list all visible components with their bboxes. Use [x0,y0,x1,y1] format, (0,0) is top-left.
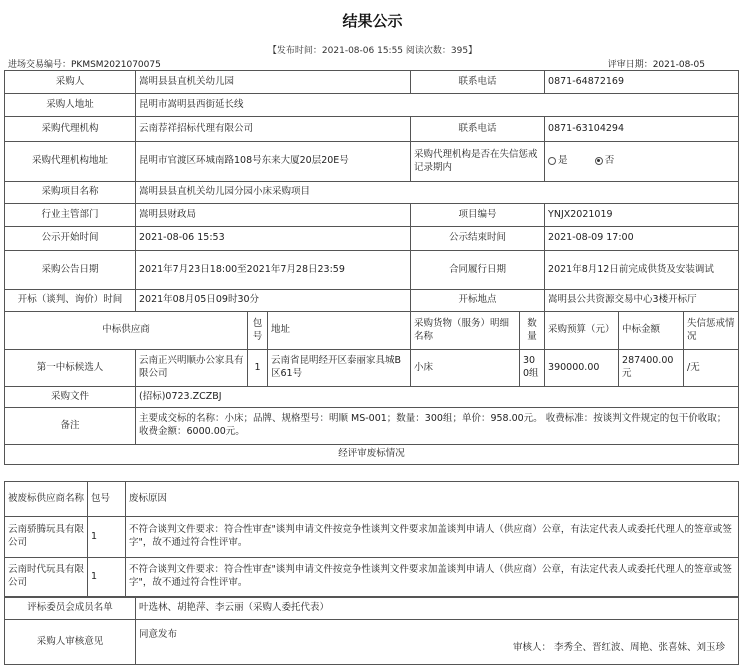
radio-no-label: 否 [604,155,615,167]
pub-end-value: 2021-08-09 17:00 [545,227,739,251]
committee-value: 叶选林、胡艳萍、李云丽（采购人委托代表） [136,598,739,620]
row-agency-address [5,142,739,182]
radio-no[interactable] [595,157,603,165]
dishonest-label: 采购代理机构是否在失信惩戒记录期内 [411,142,545,182]
rejected-name: 云南骄腾玩具有限公司 [5,517,88,558]
row-address [5,94,739,117]
phone-value: 0871-64872169 [545,71,739,94]
opinion-signers: 审核人： 李秀全、晋红波、周艳、张喜妹、刘玉珍 [512,642,725,653]
agency-phone-label: 联系电话 [411,117,545,142]
address-value: 昆明市嵩明县西街延长线 [136,94,739,117]
opinion-cell [136,620,739,665]
notice-date-label: 采购公告日期 [5,251,136,290]
review-title: 经评审废标情况 [5,445,739,465]
dishonest-options [545,142,739,182]
remarks-value: 主要成交标的名称：小床；品牌、规格型号：明顺 MS-001；数量：300组；单价：958.00元。 收费标准：按谈判文件规定的包干价收取；收费金额：6000.00元。 [136,408,739,445]
winner-amount-header: 中标金额 [619,312,684,350]
rejected-pkg: 1 [88,558,126,597]
winner-goods: 小床 [411,350,520,387]
review-date: 评审日期：2021-08-05 [607,60,705,70]
dept-label: 行业主管部门 [5,204,136,227]
winner-addr-header: 地址 [268,312,411,350]
rejected-reason: 不符合谈判文件要求：符合性审查"谈判申请文件按竞争性谈判文件要求加盖谈判申请人（供应商）公章，有法定代表人或委托代理人的签章或签字"，故不通过符合性评审。 [126,558,739,597]
open-place-label: 开标地点 [411,290,545,312]
winner-dishonest-header: 失信惩戒情况 [684,312,739,350]
rejected-reason: 不符合谈判文件要求：符合性审查"谈判申请文件按竞争性谈判文件要求加盖谈判申请人（供应商）公章，有法定代表人或委托代理人的签章或签字"，故不通过符合性评审。 [126,517,739,558]
row-open [5,290,739,312]
pub-start-label: 公示开始时间 [5,227,136,251]
winner-budget-header: 采购预算（元） [545,312,619,350]
row-committee [5,598,739,620]
project-name-label: 采购项目名称 [5,182,136,204]
row-project-name [5,182,739,204]
winner-pkg-header: 包号 [248,312,268,350]
project-no-label: 项目编号 [411,204,545,227]
winner-rank: 第一中标候选人 [5,350,136,387]
agency-label: 采购代理机构 [5,117,136,142]
open-time-value: 2021年08月05日09时30分 [136,290,411,312]
row-winner-header [5,312,739,350]
docs-label: 采购文件 [5,387,136,408]
contract-value: 2021年8月12日前完成供货及安装调试 [545,251,739,290]
winner-addr: 云南省昆明经开区泰丽家具城B区61号 [268,350,411,387]
winner-qty: 300组 [520,350,545,387]
notice-date-value: 2021年7月23日18:00至2021年7月28日23:59 [136,251,411,290]
phone-label: 联系电话 [411,71,545,94]
winner-name: 云南正兴明顺办公家具有限公司 [136,350,248,387]
table-row [5,517,739,558]
project-name-value: 嵩明县县直机关幼儿园分园小床采购项目 [136,182,739,204]
committee-label: 评标委员会成员名单 [5,598,136,620]
publish-meta: 【发布时间：2021-08-06 15:55 阅读次数：395】 [267,46,478,56]
row-pub-time [5,227,739,251]
address-label: 采购人地址 [5,94,136,117]
winner-amount: 287400.00元 [619,350,684,387]
rejected-reason-header: 废标原因 [126,482,739,517]
result-table [4,70,739,465]
row-review-title [5,445,739,465]
docs-value[interactable]: (招标)0723.ZCZBJ [136,387,739,408]
radio-yes-label: 是 [558,155,568,167]
row-remarks [5,408,739,445]
row-purchaser [5,71,739,94]
row-docs [5,387,739,408]
row-dept [5,204,739,227]
winner-qty-header: 数量 [520,312,545,350]
pub-end-label: 公示结束时间 [411,227,545,251]
project-no-value: YNJX2021019 [545,204,739,227]
remarks-label: 备注 [5,408,136,445]
row-notice-date [5,251,739,290]
row-winner [5,350,739,387]
opinion-label: 采购人审核意见 [5,620,136,665]
agency-value: 云南荐祥招标代理有限公司 [136,117,411,142]
agency-address-value: 昆明市官渡区环城南路108号东来大厦20层20E号 [136,142,411,182]
page-title: 结果公示 [342,12,403,30]
opinion-value: 同意发布 [139,629,178,641]
pub-start-value: 2021-08-06 15:53 [136,227,411,251]
winner-dishonest: /无 [684,350,739,387]
winner-supplier-header: 中标供应商 [5,312,248,350]
dept-value: 嵩明县财政局 [136,204,411,227]
agency-address-label: 采购代理机构地址 [5,142,136,182]
radio-yes[interactable] [548,157,556,165]
open-place-value: 嵩明县公共资源交易中心3楼开标厅 [545,290,739,312]
rejected-pkg: 1 [88,517,126,558]
purchaser-label: 采购人 [5,71,136,94]
open-time-label: 开标（谈判、询价）时间 [5,290,136,312]
agency-phone-value: 0871-63104294 [545,117,739,142]
purchaser-value: 嵩明县县直机关幼儿园 [136,71,411,94]
transaction-code: 进场交易编号：PKMSM2021070075 [8,60,161,70]
winner-goods-header: 采购货物（服务）明细名称 [411,312,520,350]
rejected-pkg-header: 包号 [88,482,126,517]
table-row [5,558,739,597]
committee-table [4,597,739,665]
winner-budget: 390000.00 [545,350,619,387]
winner-pkg: 1 [248,350,268,387]
rejected-name-header: 被废标供应商名称 [5,482,88,517]
row-rejected-header [5,482,739,517]
contract-label: 合同履行日期 [411,251,545,290]
rejected-table [4,481,739,597]
rejected-name: 云南时代玩具有限公司 [5,558,88,597]
row-opinion [5,620,739,665]
row-agency [5,117,739,142]
